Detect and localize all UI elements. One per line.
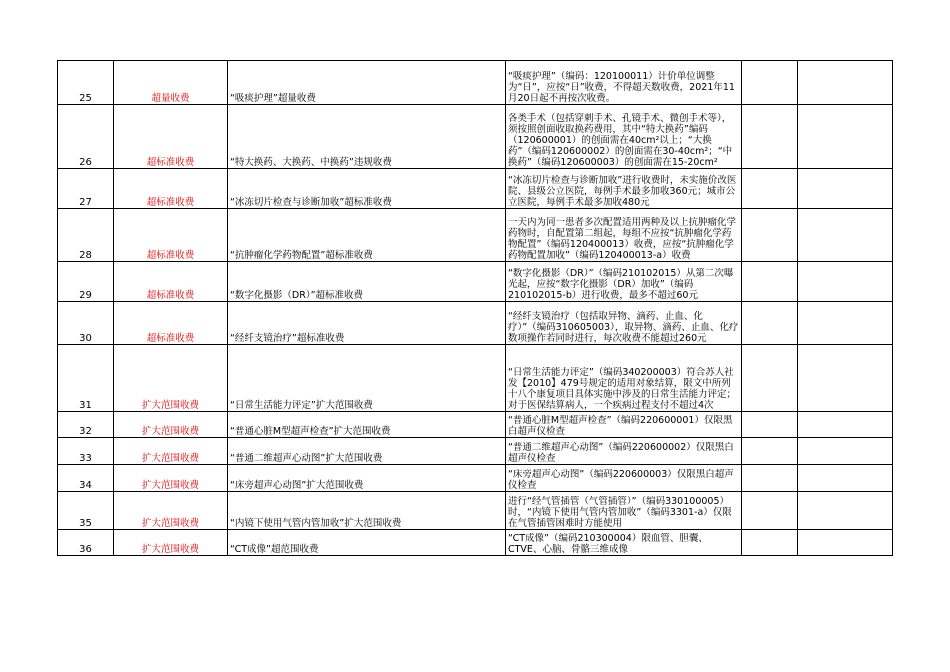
table-row [58,169,893,209]
empty-cell [798,465,893,492]
violation-category: 超量收费 [114,61,228,105]
violation-item: “CT成像”超范围收费 [228,530,506,556]
empty-cell [798,530,893,556]
violation-description: “普通二维超声心动图”（编码220600002）仅限黑白超声仪检查 [506,438,742,465]
violation-category: 超标准收费 [114,262,228,302]
violation-category: 超标准收费 [114,209,228,262]
row-number: 31 [58,345,114,412]
empty-cell [742,438,798,465]
violation-category: 扩大范围收费 [114,530,228,556]
row-number: 34 [58,465,114,492]
violation-item: “吸痰护理”超量收费 [228,61,506,105]
row-number: 29 [58,262,114,302]
violation-category: 超标准收费 [114,302,228,345]
empty-cell [742,262,798,302]
empty-cell [742,492,798,530]
violation-category: 扩大范围收费 [114,465,228,492]
violation-item: “内镜下使用气管内管加收”扩大范围收费 [228,492,506,530]
violation-description: “经纤支镜治疗（包括取异物、滴药、止血、化疗）”（编码310605003），取异物、滴药、止血、化疗数项操作若同时进行，每次收费不能超过260元 [506,302,742,345]
violation-item: “普通心脏M型超声检查”扩大范围收费 [228,412,506,438]
table-row [58,438,893,465]
table-row [58,209,893,262]
empty-cell [742,209,798,262]
empty-cell [798,302,893,345]
violation-item: “床旁超声心动图”扩大范围收费 [228,465,506,492]
empty-cell [742,61,798,105]
empty-cell [798,345,893,412]
violation-category: 超标准收费 [114,105,228,169]
violation-category: 扩大范围收费 [114,412,228,438]
empty-cell [798,438,893,465]
empty-cell [742,345,798,412]
empty-cell [798,412,893,438]
row-number: 27 [58,169,114,209]
empty-cell [742,169,798,209]
table-row [58,105,893,169]
violation-description: “冰冻切片检查与诊断加收”进行收费时，未实施价改医院、县级公立医院，每例手术最多加收360元；城市公立医院，每例手术最多加收480元 [506,169,742,209]
table-row [58,412,893,438]
violation-item: “抗肿瘤化学药物配置”超标准收费 [228,209,506,262]
table-row [58,465,893,492]
table-row [58,302,893,345]
violation-category: 扩大范围收费 [114,345,228,412]
table-row [58,345,893,412]
empty-cell [798,61,893,105]
empty-cell [742,412,798,438]
violation-description: “CT成像”（编码210300004）限血管、胆囊、CTVE、心脑、骨骼三维成像 [506,530,742,556]
row-number: 25 [58,61,114,105]
violation-description: 进行“经气管插管（气管插管）”（编码330100005）时，“内镜下使用气管内管加收”（编码3301-a）仅限在气管插管困难时方能使用 [506,492,742,530]
violation-description: “日常生活能力评定”（编码340200003）符合苏人社发【2010】479号规定的适用对象结算，限文中所列十八个康复项目具体实施中涉及的日常生活能力评定；对于医保结算病人，一个疾病过程支付不超过4次 [506,345,742,412]
row-number: 26 [58,105,114,169]
empty-cell [742,465,798,492]
empty-cell [742,530,798,556]
violation-category: 超标准收费 [114,169,228,209]
empty-cell [798,492,893,530]
violation-description: “数字化摄影（DR）”（编码210102015）从第二次曝光起，应按“数字化摄影（DR）加收”（编码210102015-b）进行收费，最多不超过60元 [506,262,742,302]
empty-cell [742,105,798,169]
violation-category: 扩大范围收费 [114,492,228,530]
violation-description: 一天内为同一患者多次配置适用两种及以上抗肿瘤化学药物时，自配置第二组起，每组不应按“抗肿瘤化学药物配置”（编码120400013）收费，应按“抗肿瘤化学药物配置加收”（编码120400013-a）收费 [506,209,742,262]
violation-item: “普通二维超声心动图”扩大范围收费 [228,438,506,465]
violation-item: “数字化摄影（DR）”超标准收费 [228,262,506,302]
row-number: 35 [58,492,114,530]
violation-description: “床旁超声心动图”（编码220600003）仅限黑白超声仪检查 [506,465,742,492]
empty-cell [798,169,893,209]
violation-item: “冰冻切片检查与诊断加收”超标准收费 [228,169,506,209]
violation-category: 扩大范围收费 [114,438,228,465]
empty-cell [798,209,893,262]
fee-violation-table [57,60,893,556]
empty-cell [742,302,798,345]
row-number: 28 [58,209,114,262]
table-row [58,61,893,105]
table-row [58,530,893,556]
row-number: 33 [58,438,114,465]
empty-cell [798,262,893,302]
table-row [58,492,893,530]
violation-item: “经纤支镜治疗”超标准收费 [228,302,506,345]
table-row [58,262,893,302]
violation-item: “特大换药、大换药、中换药”违规收费 [228,105,506,169]
empty-cell [798,105,893,169]
violation-item: “日常生活能力评定”扩大范围收费 [228,345,506,412]
violation-description: “吸痰护理”（编码：120100011）计价单位调整为“日”，应按“日”收费，不得超天数收费，2021年11月20日起不再按次收费。 [506,61,742,105]
violation-description: “普通心脏M型超声检查”（编码220600001）仅限黑白超声仪检查 [506,412,742,438]
row-number: 36 [58,530,114,556]
row-number: 32 [58,412,114,438]
violation-description: 各类手术（包括穿刺手术、孔镜手术、微创手术等），须按照创面收取换药费用，其中“特大换药”编码（120600001）的创面需在40cm²以上；“大换药”（编码120600002）的创面需在30-40cm²；“中换药”（编码120600003）的创面需在15-20cm² [506,105,742,169]
row-number: 30 [58,302,114,345]
